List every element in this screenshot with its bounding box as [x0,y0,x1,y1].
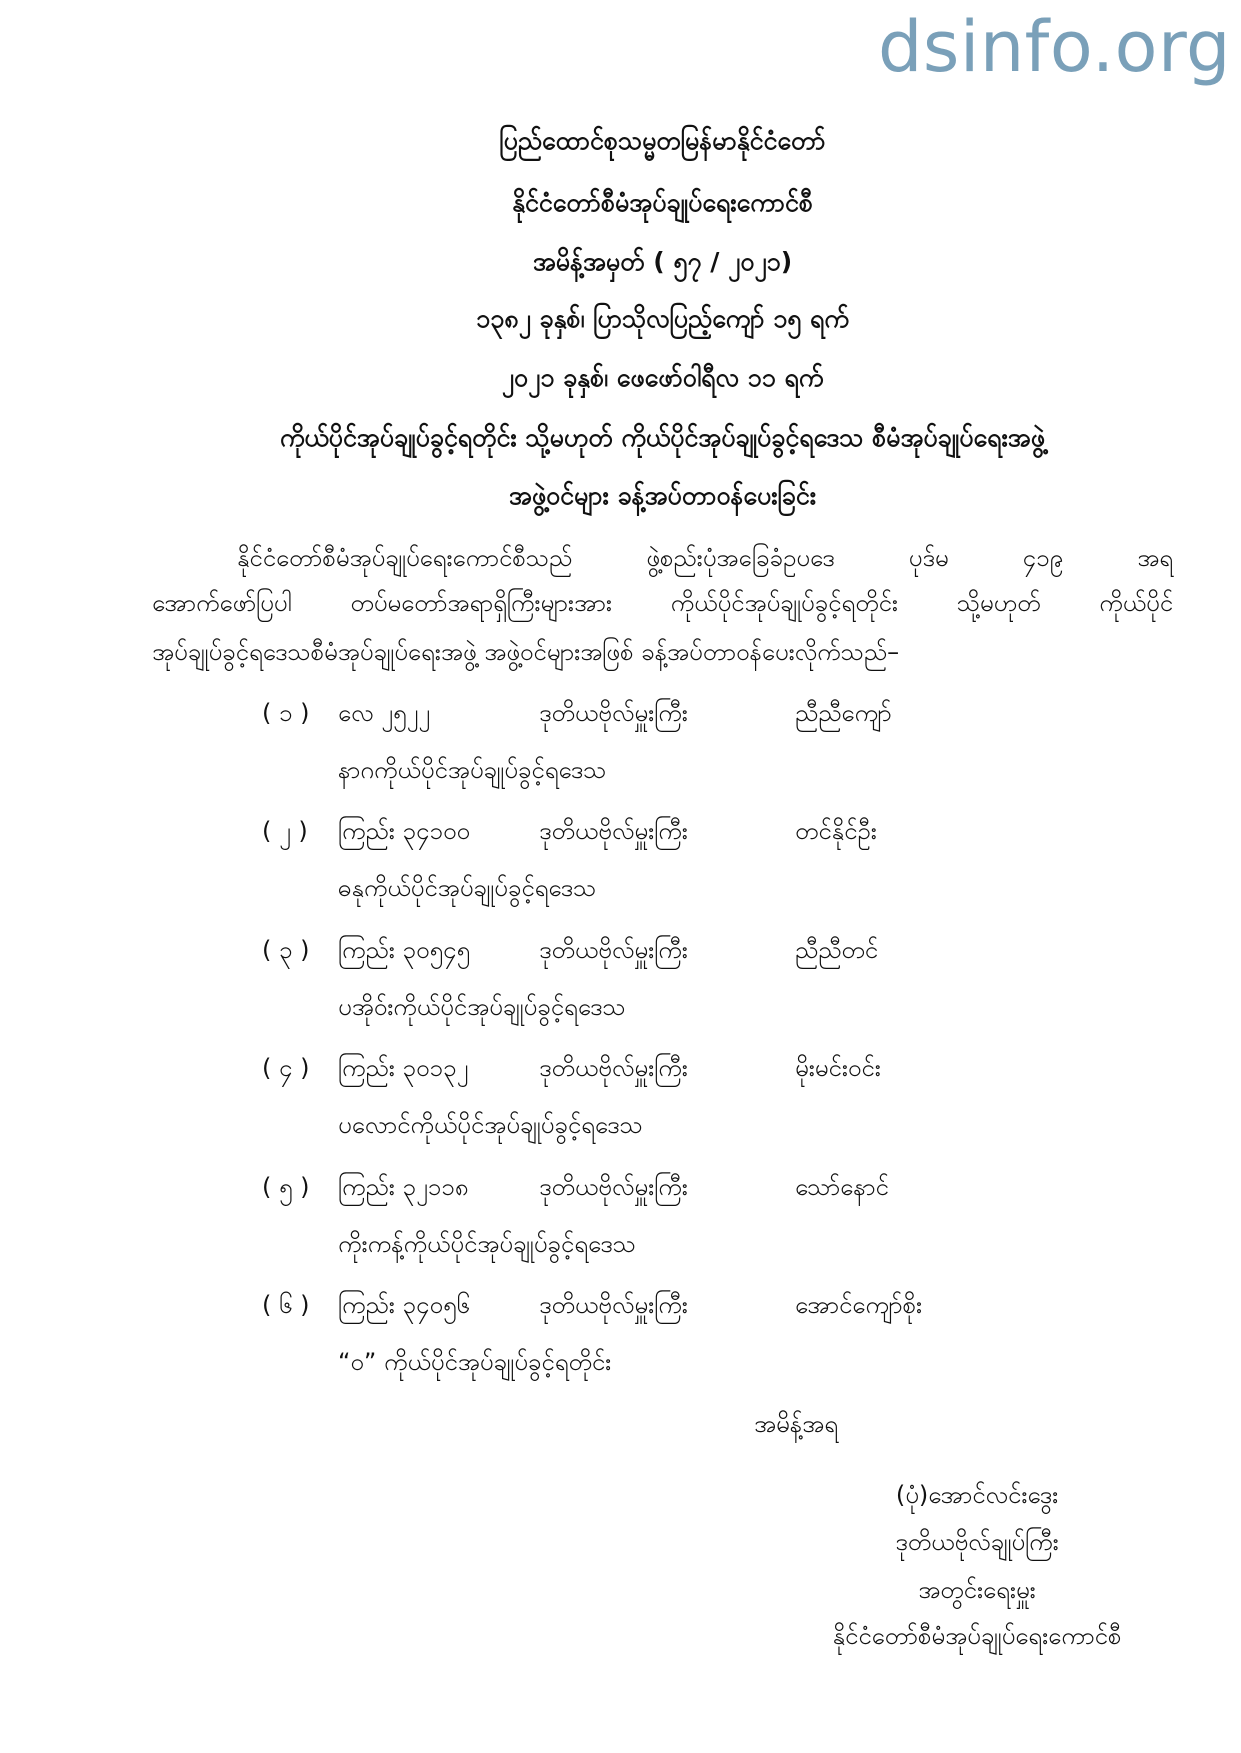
item-number: ( ၃ ) [262,936,310,964]
assigned-region: ကိုးကန့်ကိုယ်ပိုင်အုပ်ချုပ်ခွင့်ရဒေသ [338,1230,636,1258]
header-country: ပြည်ထောင်စုသမ္မတမြန်မာနိုင်ငံတော် [499,126,826,155]
service-number: ကြည်း ၃၂၁၁၈ [338,1173,469,1201]
item-number: ( ၁ ) [262,699,310,727]
assigned-region: ပအိုဝ်းကိုယ်ပိုင်အုပ်ချုပ်ခွင့်ရဒေသ [338,993,626,1021]
appointee-name: ညီညီကျော် [795,699,892,727]
item-number: ( ၅ ) [262,1173,310,1201]
signatory-rank: ဒုတိယဗိုလ်ချုပ်ကြီး [895,1528,1059,1556]
signatory-name: (ပုံ)အောင်လင်းဒွေး [895,1481,1059,1509]
appointee-name: အောင်ကျော်စိုး [795,1291,923,1319]
body-line: အုပ်ချုပ်ခွင့်ရဒေသစီမံအုပ်ချုပ်ရေးအဖွဲ့ အဖွဲ့ဝင်များအဖြစ် ခန့်အပ်တာဝန်ပေးလိုက်သည်– [152,638,900,666]
service-number: ကြည်း ၃၄၁၀၀ [338,817,470,845]
service-number: ကြည်း ၃၀၅၄၅ [338,936,470,964]
body-line: အောက်ဖော်ပြပါ တပ်မတော်အရာရှိကြီးများအား ကိုယ်ပိုင်အုပ်ချုပ်ခွင့်ရတိုင်း သို့မဟုတ် ကိုယ်ပိုင် [152,589,1173,617]
assigned-region: နာဂကိုယ်ပိုင်အုပ်ချုပ်ခွင့်ရဒေသ [338,756,607,784]
rank: ဒုတိယဗိုလ်မှူးကြီး [539,936,688,964]
rank: ဒုတိယဗိုလ်မှူးကြီး [539,1054,688,1082]
signature-block [757,0,1197,1753]
watermark: dsinfo.org [877,6,1231,88]
date-gregorian: ၂၀၂၁ ခုနှစ်၊ ဖေဖော်ဝါရီလ ၁၁ ရက် [501,363,824,392]
signatory-organization: နိုင်ငံတော်စီမံအုပ်ချုပ်ရေးကောင်စီ [832,1622,1122,1650]
by-order-label: အမိန့်အရ [754,1410,838,1438]
subject-line-1: ကိုယ်ပိုင်အုပ်ချုပ်ခွင့်ရတိုင်း သို့မဟုတ် ကိုယ်ပိုင်အုပ်ချုပ်ခွင့်ရဒေသ စီမံအုပ်ချုပ်ရေးအဖွဲ့ [279,423,1046,452]
appointee-name: သော်နောင် [795,1173,889,1201]
subject-line-2: အဖွဲ့ဝင်များ ခန့်အပ်တာဝန်ပေးခြင်း [508,481,817,510]
appointee-name: မိုးမင်းဝင်း [795,1054,881,1082]
body-line: နိုင်ငံတော်စီမံအုပ်ချုပ်ရေးကောင်စီသည် ဖွဲ့စည်းပုံအခြေခံဥပဒေ ပုဒ်မ ၄၁၉ အရ [237,544,1173,572]
assigned-region: ပလောင်ကိုယ်ပိုင်အုပ်ချုပ်ခွင့်ရဒေသ [338,1111,643,1139]
appointee-name: ညီညီတင် [795,936,879,964]
rank: ဒုတိယဗိုလ်မှူးကြီး [539,699,688,727]
item-number: ( ၆ ) [262,1291,310,1319]
rank: ဒုတိယဗိုလ်မှူးကြီး [539,1291,688,1319]
order-number: အမိန့်အမှတ် ( ၅၇ / ၂၀၂၁) [532,247,793,276]
item-number: ( ၄ ) [262,1054,310,1082]
appointee-name: တင်နိုင်ဦး [795,817,877,845]
item-number: ( ၂ ) [262,817,308,845]
header-council: နိုင်ငံတော်စီမံအုပ်ချုပ်ရေးကောင်စီ [512,188,813,217]
service-number: ကြည်း ၃၄၀၅၆ [338,1291,470,1319]
service-number: ကြည်း ၃၀၁၃၂ [338,1054,469,1082]
signatory-title: အတွင်းရေးမှူး [918,1576,1036,1604]
service-number: လေ ၂၅၂၂ [338,699,431,727]
assigned-region: “ဝ” ကိုယ်ပိုင်အုပ်ချုပ်ခွင့်ရတိုင်း [338,1348,612,1376]
date-myanmar-calendar: ၁၃၈၂ ခုနှစ်၊ ပြာသိုလပြည့်ကျော် ၁၅ ရက် [476,304,849,333]
assigned-region: ဓနုကိုယ်ပိုင်အုပ်ချုပ်ခွင့်ရဒေသ [338,874,597,902]
rank: ဒုတိယဗိုလ်မှူးကြီး [539,817,688,845]
rank: ဒုတိယဗိုလ်မှူးကြီး [539,1173,688,1201]
